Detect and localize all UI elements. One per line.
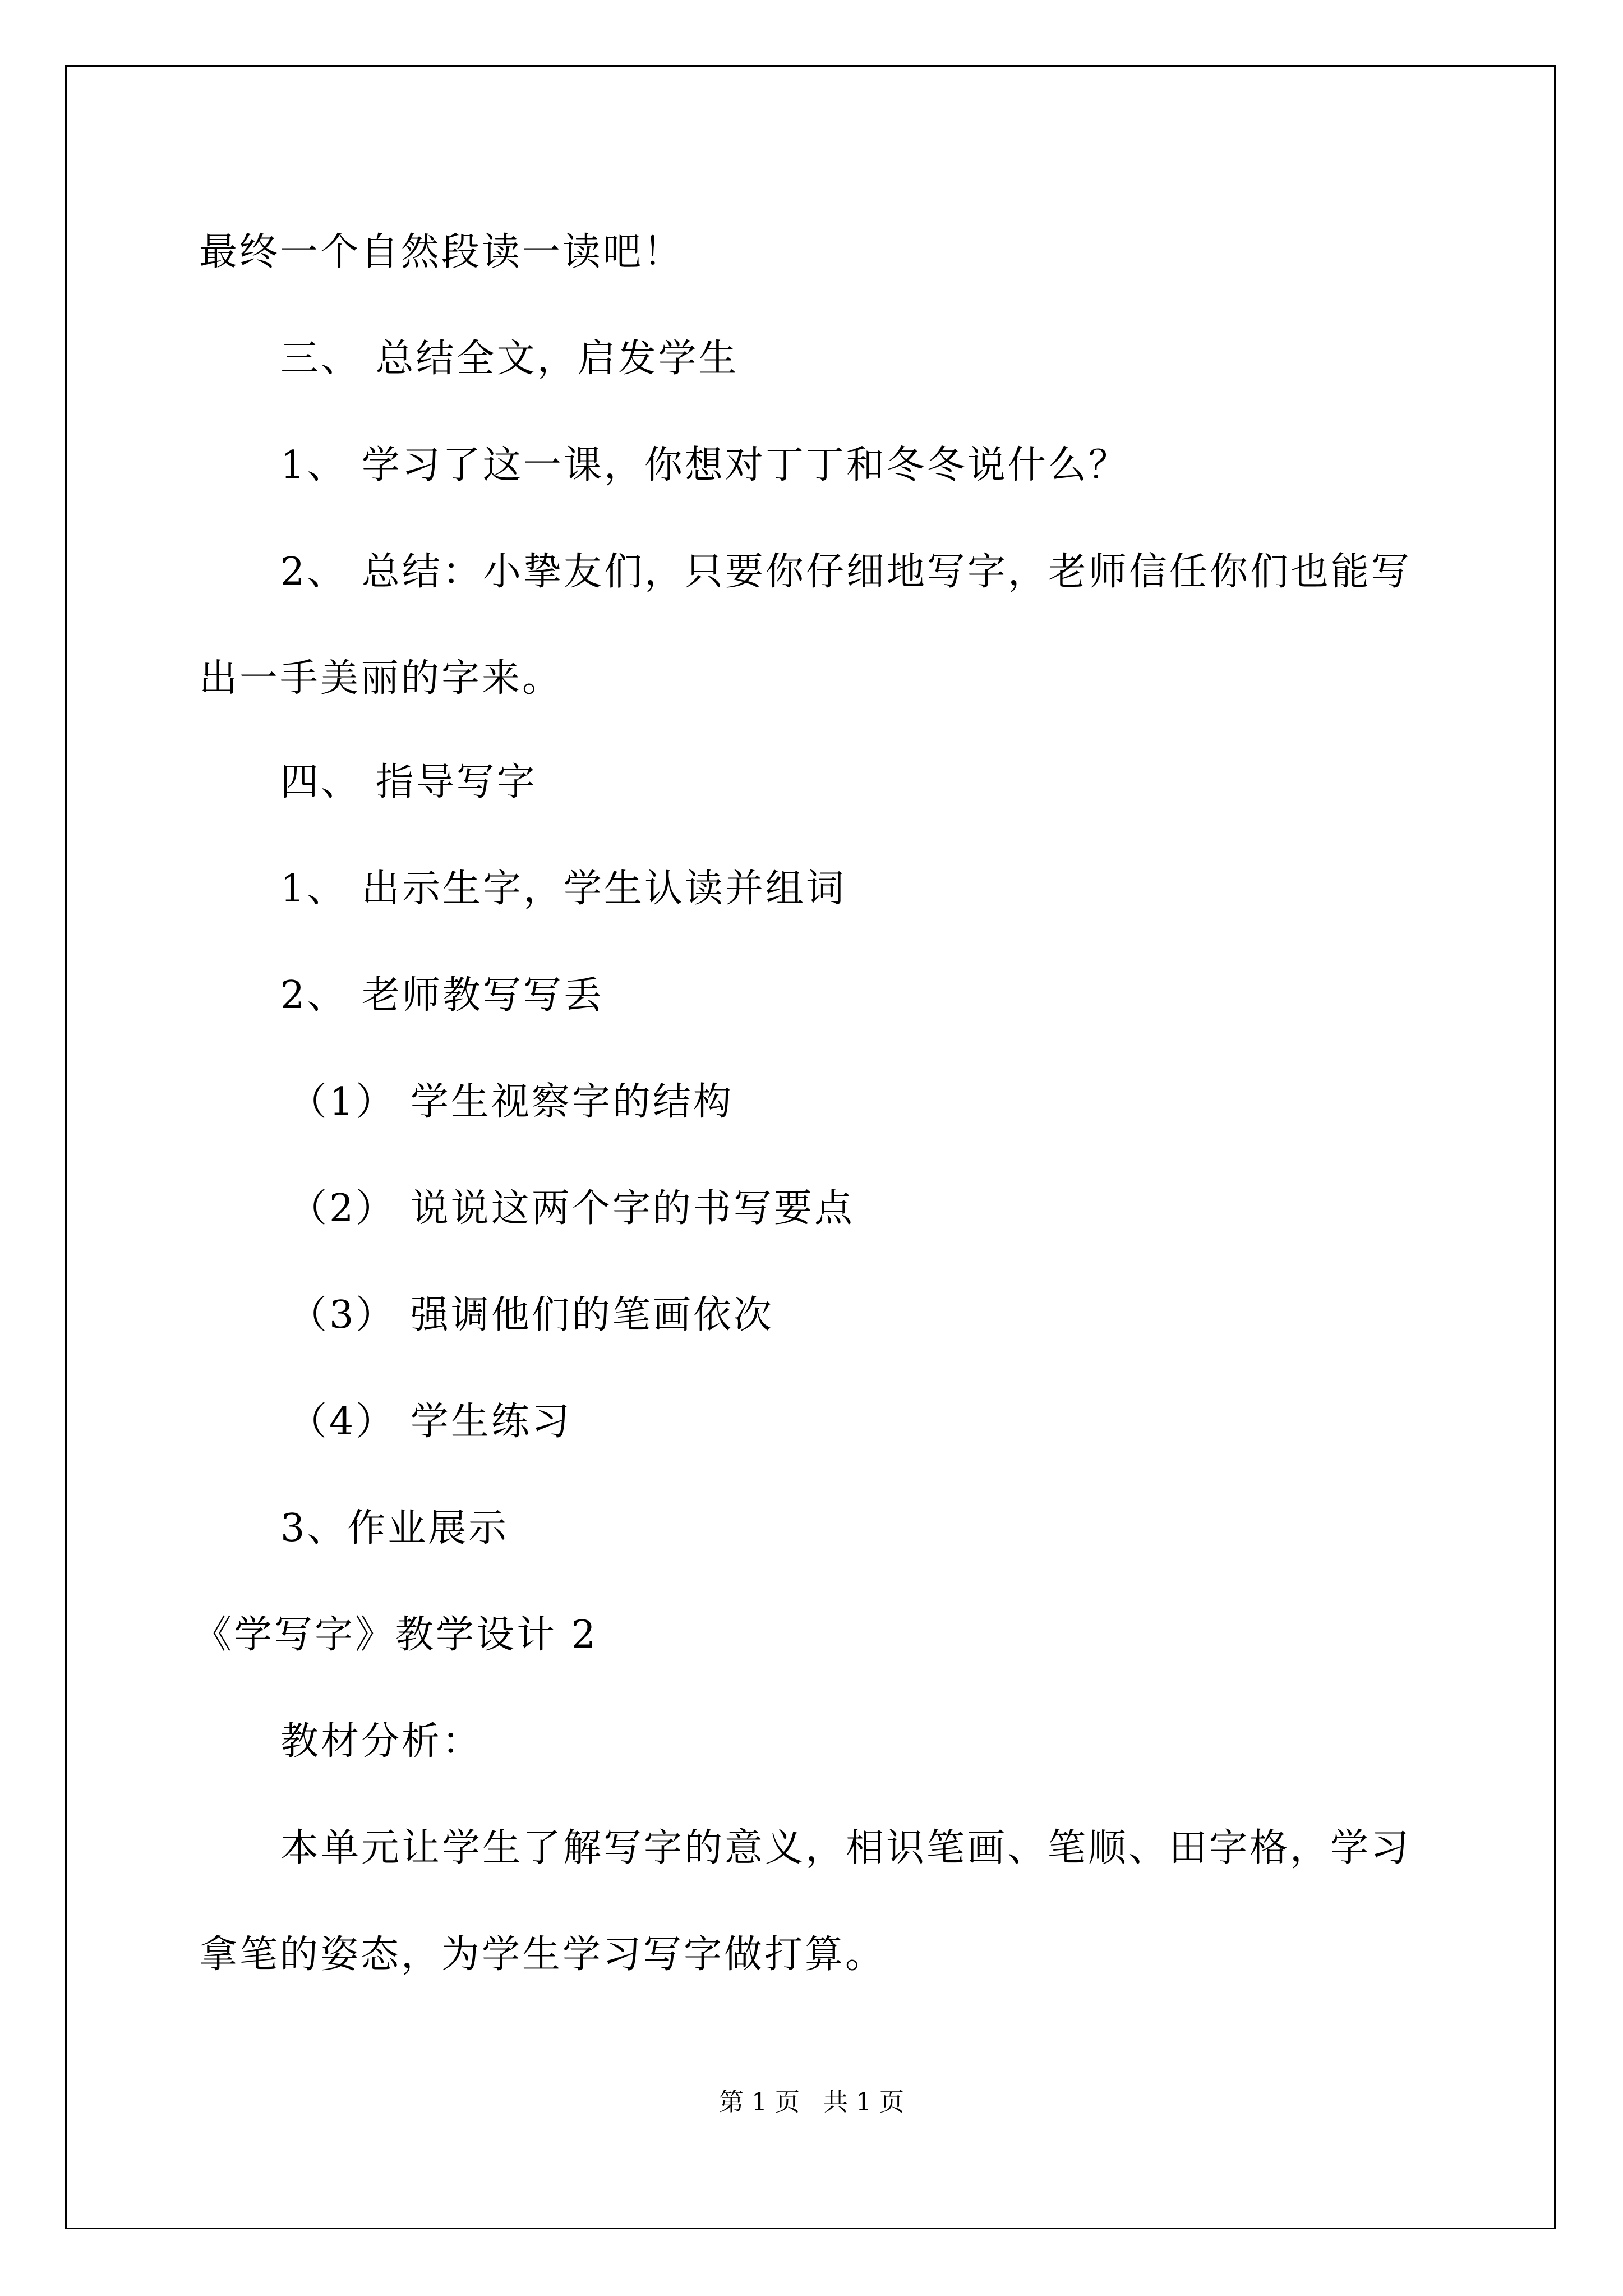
section-heading-3: 三、 总结全文，启发学生: [280, 337, 739, 381]
text-heading-analysis: 教材分析：: [280, 1719, 483, 1764]
list-item-2b: 2、 老师教写写丢: [280, 973, 604, 1018]
section-heading-4: 四、 指导写字: [280, 760, 537, 804]
list-item-1: 1、 学习了这一课，你想对丁丁和冬冬说什么？: [280, 443, 1129, 487]
document-subtitle: 《学写字》教学设计 2: [193, 1613, 598, 1657]
sub-item-4: （4） 学生练习: [289, 1400, 572, 1444]
list-item-3b: 3、作业展示: [280, 1506, 509, 1550]
sub-item-2: （2） 说说这两个字的书写要点: [289, 1186, 855, 1231]
list-item-2: 2、 总结：小挚友们，只要你仔细地写字，老师信任你们也能写: [280, 550, 1412, 594]
page-footer: 第 1 页 共 1 页: [719, 2088, 904, 2116]
paragraph-line-1: 本单元让学生了解写字的意义，相识笔画、笔顺、田字格，学习: [280, 1826, 1412, 1870]
sub-item-1: （1） 学生视察字的结构: [289, 1080, 734, 1124]
page-border: [65, 65, 1556, 2229]
sub-item-3: （3） 强调他们的笔画依次: [289, 1293, 774, 1337]
list-item-2-continued: 出一手美丽的字来。: [199, 656, 563, 701]
text-line-1: 最终一个自然段读一读吧！: [199, 230, 684, 274]
paragraph-line-2: 拿笔的姿态，为学生学习写字做打算。: [199, 1932, 886, 1977]
list-item-1b: 1、 出示生字，学生认读并组词: [280, 867, 846, 911]
